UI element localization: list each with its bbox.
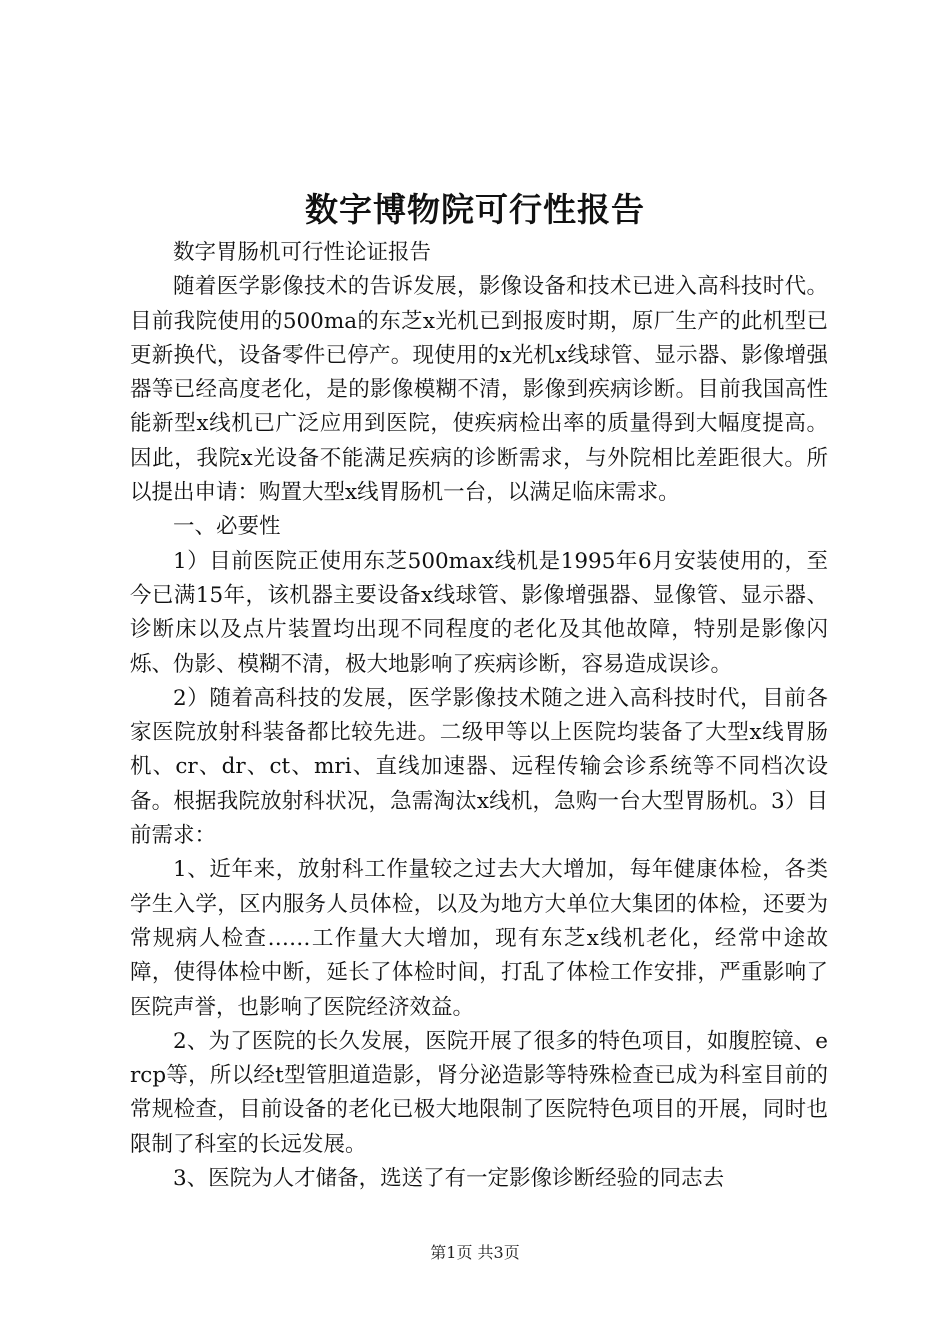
paragraph-need-1: 1、近年来，放射科工作量较之过去大大增加，每年健康体检，各类学生入学，区内服务人员体检，以及为地方大单位大集团的体检，还要为常规病人检查……工作量大大增加，现有东芝x线机老化，经常中途故障，使得体检中断，延长了体检时间，打乱了体检工作安排，严重影响了医院声誉，也影响了医院经济效益。 <box>130 857 828 1020</box>
document-title: 数字博物院可行性报告 <box>305 190 645 229</box>
section-heading-necessity: 一、必要性 <box>173 514 281 540</box>
paragraph-need-3: 3、医院为人才储备，选送了有一定影像诊断经验的同志去 <box>173 1166 725 1192</box>
intro-paragraph: 随着医学影像技术的告诉发展，影像设备和技术已进入高科技时代。目前我院使用的500ma的东芝x光机已到报废时期，原厂生产的此机型已更新换代，设备零件已停产。现使用的x光机x线球管、显示器、影像增强器等已经高度老化，是的影像模糊不清，影像到疾病诊断。目前我国高性能新型x线机已广泛应用到医院，使疾病检出率的质量得到大幅度提高。因此，我院x光设备不能满足疾病的诊断需求，与外院相比差距很大。所以提出申请：购置大型x线胃肠机一台，以满足临床需求。 <box>130 274 828 506</box>
page-number-footer: 第1页 共3页 <box>430 1243 520 1262</box>
report-subtitle: 数字胃肠机可行性论证报告 <box>173 240 432 265</box>
paragraph-need-2: 2、为了医院的长久发展，医院开展了很多的特色项目，如腹腔镜、ercp等，所以经t型管胆道造影，肾分泌造影等特殊检查已成为科室目前的常规检查，目前设备的老化已极大地限制了医院特色项目的开展，同时也限制了科室的长远发展。 <box>130 1028 828 1157</box>
paragraph-point-2: 2）随着高科技的发展，医学影像技术随之进入高科技时代，目前各家医院放射科装备都比较先进。二级甲等以上医院均装备了大型x线胃肠机、cr、dr、ct、mri、直线加速器、远程传输会诊系统等不同档次设备。根据我院放射科状况，急需淘汰x线机，急购一台大型胃肠机。3）目前需求： <box>130 685 828 849</box>
document-body <box>130 236 828 1196</box>
paragraph-point-1: 1）目前医院正使用东芝500max线机是1995年6月安装使用的，至今已满15年，该机器主要设备x线球管、影像增强器、显像管、显示器、诊断床以及点片装置均出现不同程度的老化及其他故障，特别是影像闪烁、伪影、模糊不清，极大地影响了疾病诊断，容易造成误诊。 <box>130 548 828 677</box>
